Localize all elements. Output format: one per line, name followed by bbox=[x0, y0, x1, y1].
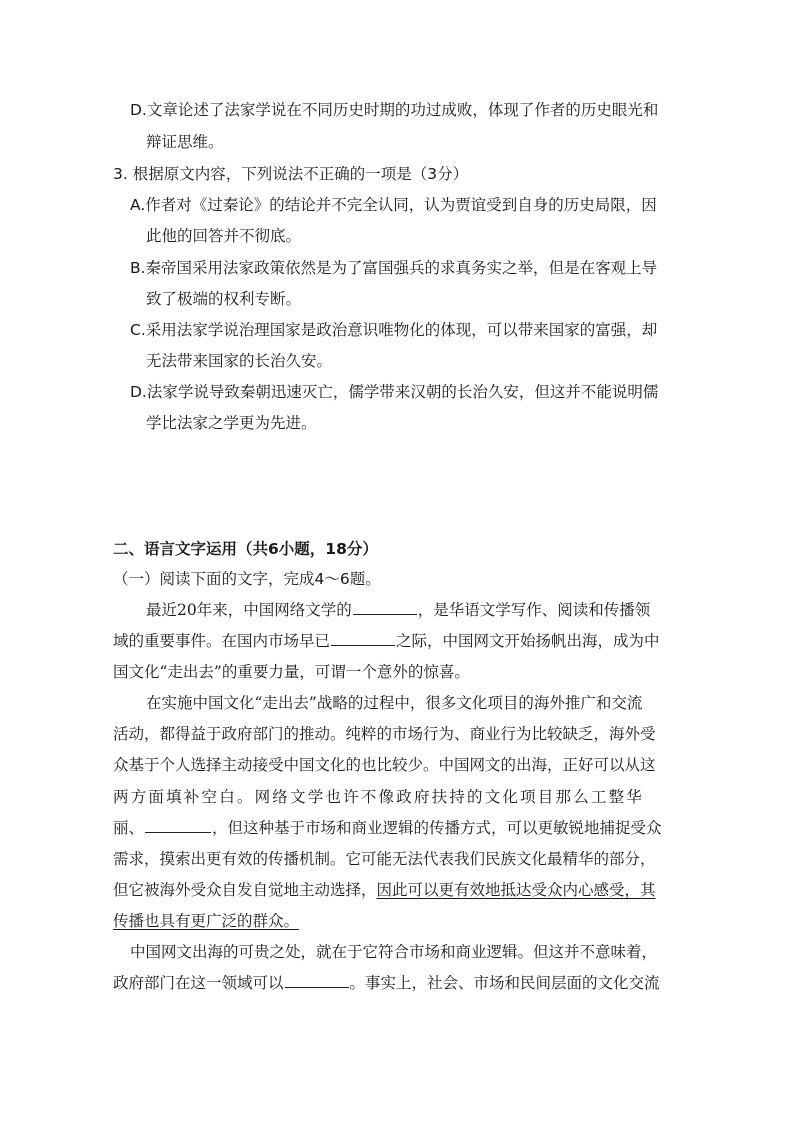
passage-p2-line6: 需求，摸索出更有效的传播机制。它可能无法代表我们民族文化最精华的部分， bbox=[113, 850, 656, 868]
passage-p2-line4: 两方面填补空白。网络文学也许不像政府扶持的文化项目那么工整华 bbox=[113, 788, 645, 806]
passage-p2-line8-underlined: 传播也具有更广泛的群众。 bbox=[113, 912, 300, 930]
passage-p3-line1: 中国网文出海的可贵之处，就在于它符合市场和商业逻辑。但这并不意味着， bbox=[130, 943, 658, 961]
passage-p2-line1: 在实施中国文化“走出去”战略的过程中，很多文化项目的海外推广和交流 bbox=[146, 694, 643, 712]
passage-text: 。事实上，社会、市场和民间层面的文化交流 bbox=[349, 974, 660, 992]
passage-text: 域的重要事件。在国内市场早已 bbox=[113, 632, 331, 650]
passage-text: 政府部门在这一领域可以 bbox=[113, 974, 284, 992]
passage-text: 之际，中国网文开始扬帆出海，成为中 bbox=[396, 632, 660, 650]
passage-text: 丽、 bbox=[113, 819, 145, 837]
passage-p1-line3: 国文化“走出去”的重要力量，可谓一个意外的惊喜。 bbox=[113, 663, 470, 681]
passage-text: 但它被海外受众自发自觉地主动选择， bbox=[113, 881, 377, 899]
fill-blank-1 bbox=[353, 600, 417, 615]
fill-blank-4 bbox=[285, 973, 349, 988]
question3-stem: 3. 根据原文内容，下列说法不正确的一项是（3分） bbox=[113, 165, 469, 183]
fill-blank-3 bbox=[145, 818, 211, 833]
fill-blank-2 bbox=[331, 631, 395, 646]
passage-text: ，是华语文学写作、阅读和传播领 bbox=[417, 601, 651, 619]
question3-option-d-line1: D.法家学说导致秦朝迅速灭亡，儒学带来汉朝的长治久安，但这并不能说明儒 bbox=[130, 383, 659, 401]
passage-p1-line2 bbox=[113, 631, 660, 651]
passage-p2-line7 bbox=[113, 880, 656, 900]
question3-option-a-line2: 此他的回答并不彻底。 bbox=[146, 227, 302, 245]
passage-p2-line2: 活动，都得益于政府部门的推动。纯粹的市场行为、商业行为比较缺乏，海外受 bbox=[113, 725, 656, 743]
passage-p1-line1 bbox=[146, 600, 650, 620]
underlined-sentence: 因此可以更有效地抵达受众内心感受，其 bbox=[376, 881, 656, 899]
question3-option-a-line1: A.作者对《过秦论》的结论并不完全认同，认为贾谊受到自身的历史局限，因 bbox=[130, 196, 657, 214]
section2-title: 二、语言文字运用（共6小题，18分） bbox=[113, 540, 378, 558]
passage-p2-line5 bbox=[113, 818, 662, 838]
passage-p2-line3: 众基于个人选择主动接受中国文化的也比较少。中国网文的出海，正好可以从这 bbox=[113, 756, 656, 774]
question3-option-c-line2: 无法带来国家的长治久安。 bbox=[146, 352, 333, 370]
passage-text: 最近20年来，中国网络文学的 bbox=[146, 601, 352, 619]
passage-p3-line2 bbox=[113, 973, 660, 993]
question3-option-b-line2: 致了极端的权利专断。 bbox=[146, 290, 302, 308]
passage-text: ，但这种基于市场和商业逻辑的传播方式，可以更敏锐地捕捉受众 bbox=[212, 819, 662, 837]
question3-option-d-line2: 学比法家之学更为先进。 bbox=[146, 414, 317, 432]
question3-option-c-line1: C.采用法家学说治理国家是政治意识唯物化的体现，可以带来国家的富强，却 bbox=[130, 321, 658, 339]
section2-subtitle: （一）阅读下面的文字，完成4～6题。 bbox=[113, 570, 381, 588]
q2-option-d-line2: 辩证思维。 bbox=[146, 133, 224, 151]
q2-option-d-line1: D.文章论述了法家学说在不同历史时期的功过成败，体现了作者的历史眼光和 bbox=[130, 101, 659, 119]
question3-option-b-line1: B.秦帝国采用法家政策依然是为了富国强兵的求真务实之举，但是在客观上导 bbox=[130, 259, 658, 277]
